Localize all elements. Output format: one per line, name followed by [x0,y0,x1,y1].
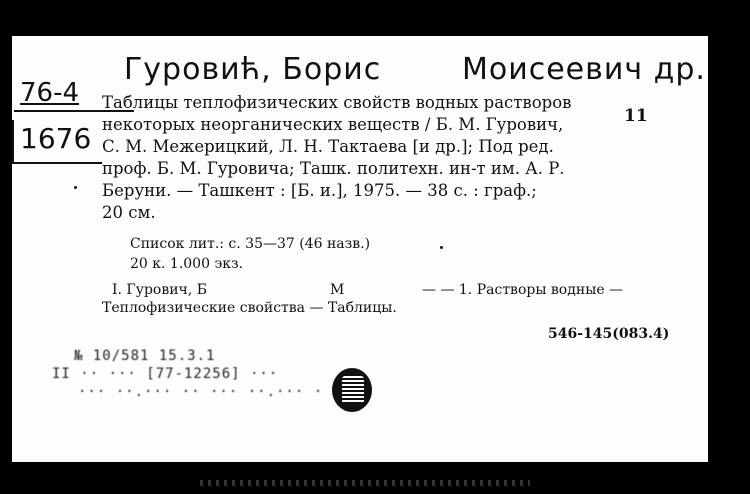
scan-noise [200,480,530,486]
ink-stamp-icon [332,368,372,412]
catalog-card [12,36,708,462]
classification-code: 546-145(083.4) [548,326,670,342]
tracing-subject-cont: Теплофизические свойства — Таблицы. [102,300,397,316]
handwritten-patronymic: Моисеевич др. [462,52,706,87]
faded-print-line: ··· ··.··· ·· ··· ··.··· · [78,384,324,400]
faded-print-line: № 10/581 15.3.1 [74,348,216,364]
description-line: С. М. Межерицкий, Л. Н. Тактаева [и др.]; Под ред. [102,137,554,156]
handwritten-inventory-number: 1676 [20,122,92,155]
ink-dot [440,246,443,249]
handwritten-shelf-code: 76-4 [20,78,80,108]
tracing-subject: — — 1. Растворы водные — [422,282,624,298]
bibliographic-description [102,92,687,224]
description-line: Беруни. — Ташкент : [Б. и.], 1975. — 38 с. : граф.; [102,181,537,200]
price-note: 20 к. 1.000 экз. [130,256,244,272]
tracing-initial: М [330,282,345,298]
faded-print-line: II ·· ··· [77-12256] ··· [52,366,279,382]
description-line: 20 см. [102,203,156,222]
ink-dot [74,186,77,189]
bibliography-note: Список лит.: с. 35—37 (46 назв.) [130,236,371,252]
tracing-author: I. Гурович, Б [112,282,207,298]
description-line: проф. Б. М. Гуровича; Ташк. политехн. ин-т им. А. Р. [102,159,565,178]
handwritten-author-name: Гуровић, Борис [124,52,382,87]
description-line: Таблицы теплофизических свойств водных растворов [102,93,572,112]
description-line: некоторых неорганических веществ / Б. М. Гурович, [102,115,564,134]
card-number: 11 [624,106,648,126]
